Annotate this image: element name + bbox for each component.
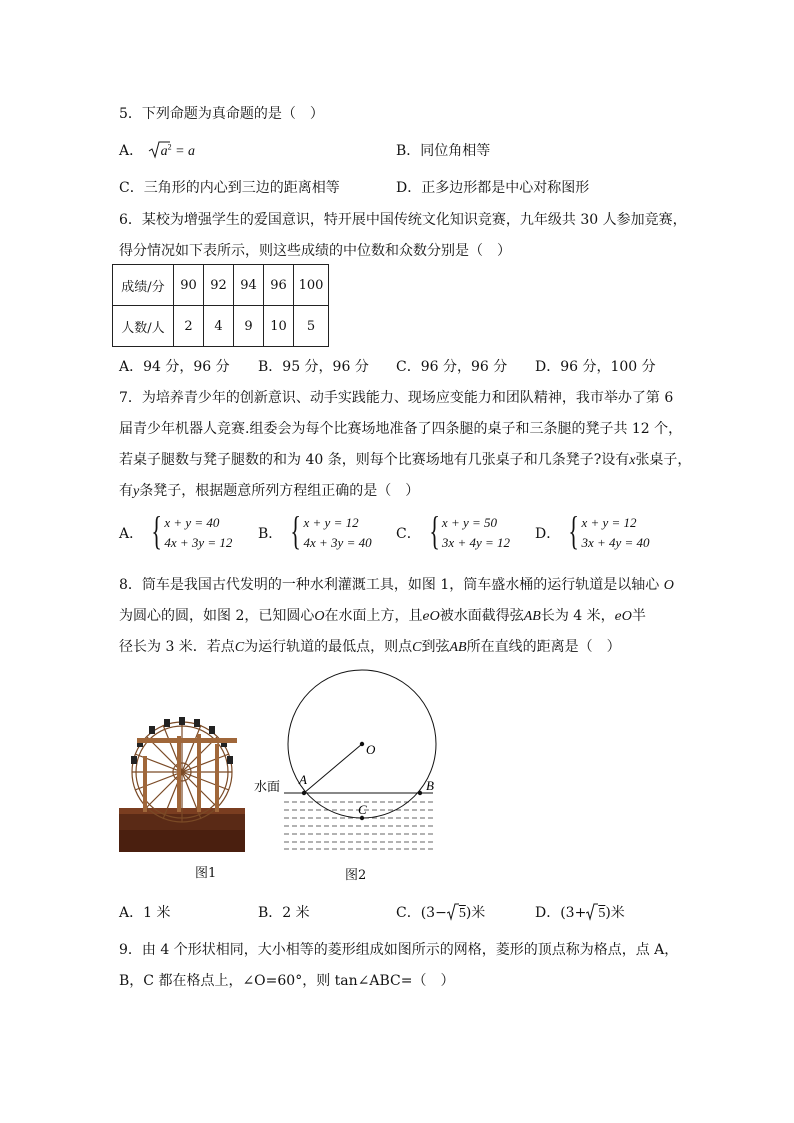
q8-var-o: O [314, 609, 325, 624]
q8-option-d [535, 902, 625, 922]
sqrt-sign-icon [447, 903, 459, 921]
table-cell: 94 [234, 265, 264, 306]
label-c: C [358, 802, 367, 817]
q8-line2-text-e: 半 [631, 608, 646, 624]
q8-line3 [119, 636, 621, 656]
q9-line2: B，C 都在格点上，∠O=60°，则 tan∠ABC=（ ） [119, 973, 455, 989]
q6-option-c: C．96 分，96 分 [396, 359, 508, 375]
q7-a-eq1: x + y = 40 [164, 515, 220, 530]
q8-option-c-text-a: C．(3− [396, 905, 447, 921]
brace-icon: { [568, 508, 580, 553]
table-cell: 96 [264, 265, 294, 306]
table-row [113, 265, 329, 306]
q6-option-d: D．96 分，100 分 [535, 359, 656, 375]
q6-option-b: B．95 分，96 分 [258, 359, 369, 375]
table-cell: 9 [234, 306, 264, 347]
q8-sqrt-radicand: 5 [458, 906, 466, 921]
q7-option-d-label: D． [535, 526, 561, 542]
q8-line3-text-b: 为运行轨道的最低点，则点 [244, 639, 413, 655]
brace-icon: { [290, 508, 302, 553]
q7-line3 [119, 449, 691, 469]
water-wheel-photo [119, 712, 245, 852]
q8-option-c-text-b: )米 [465, 905, 486, 921]
q8-line2-text-c: 被水面截得弦 [439, 608, 524, 624]
q5-option-a-label: A． [119, 143, 144, 159]
label-b: B [426, 778, 434, 793]
q7-line4 [119, 480, 419, 500]
q9-line1: 9．由 4 个形状相同，大小相等的菱形组成如图所示的网格，菱形的顶点称为格点，点 A， [119, 942, 679, 958]
q8-line1 [119, 574, 674, 594]
q8-var-c: C [412, 640, 422, 655]
table-cell: 10 [264, 306, 294, 347]
q8-var-o: O [663, 578, 674, 593]
q7-option-b-label: B． [258, 526, 283, 542]
q7-b-eq2: 4x + 3y = 40 [303, 535, 372, 550]
q5-option-d: D．正多边形都是中心对称图形 [396, 180, 590, 196]
q8-var-ab: AB [523, 609, 541, 624]
q8-line1-text: 8．筒车是我国古代发明的一种水利灌溉工具，如图 1，筒车盛水桶的运行轨道是以轴心 [119, 577, 660, 593]
q5-option-a [119, 140, 195, 160]
circle-symbol: e [614, 609, 622, 623]
q8-var-o: O [429, 609, 440, 624]
table-cell: 成绩/分 [113, 265, 174, 306]
q7-line2: 届青少年机器人竞赛.组委会为每个比赛场地准备了四条腿的桌子和三条腿的凳子共 12 个， [119, 421, 683, 437]
q8-line2 [119, 605, 646, 625]
fig2-caption: 图2 [345, 868, 367, 883]
q8-line2-text-b: 在水面上方，且 [324, 608, 423, 624]
q8-option-d-text-a: D．(3+ [535, 905, 587, 921]
brace-icon: { [151, 508, 163, 553]
q8-line3-text-a: 径长为 3 米．若点 [119, 639, 235, 655]
q6-line1: 6．某校为增强学生的爱国意识，特开展中国传统文化知识竞赛，九年级共 30 人参加竞赛， [119, 212, 687, 228]
q7-line3-text: 若桌子腿数与凳子腿数的和为 40 条，则每个比赛场地有几张桌子和几条凳子?设有 [119, 452, 630, 468]
q8-option-b: B．2 米 [258, 905, 310, 921]
q5-radicand: a [160, 144, 168, 159]
q8-line3-text-c: 到弦 [421, 639, 450, 655]
q8-var-o: O [621, 609, 632, 624]
q7-d-eq2: 3x + 4y = 40 [581, 535, 650, 550]
q8-sqrt-radicand: 5 [598, 906, 606, 921]
q7-d-eq1: x + y = 12 [581, 515, 637, 530]
circle-diagram [250, 668, 450, 858]
q6-option-a: A．94 分，96 分 [119, 359, 230, 375]
q5-option-c: C．三角形的内心到三边的距离相等 [119, 180, 340, 196]
label-a: A [299, 772, 307, 787]
q7-c-eq2: 3x + 4y = 12 [441, 535, 511, 550]
q7-option-b [258, 508, 372, 553]
q6-line2: 得分情况如下表所示，则这些成绩的中位数和众数分别是（ ） [119, 243, 511, 259]
sqrt-sign-icon [586, 903, 598, 921]
q5-formula-rhs: = a [175, 144, 196, 159]
label-water-surface: 水面 [254, 780, 281, 795]
q8-line2-text-d: 长为 4 米， [540, 608, 615, 624]
q7-option-c [396, 508, 511, 553]
table-cell: 人数/人 [113, 306, 174, 347]
table-cell: 90 [174, 265, 204, 306]
q8-option-c [396, 902, 485, 922]
q8-var-c: C [234, 640, 245, 655]
q7-line4-text: 有 [119, 483, 133, 499]
q7-option-c-label: C． [396, 526, 421, 542]
q7-a-eq2: 4x + 3y = 12 [164, 535, 233, 550]
table-cell: 100 [294, 265, 329, 306]
q7-option-a [119, 508, 233, 553]
q7-var-y: y [133, 484, 140, 499]
q7-option-d [535, 508, 650, 553]
q8-var-ab: AB [449, 640, 467, 655]
q7-b-eq1: x + y = 12 [303, 515, 359, 530]
q7-line3-text-b: 张桌子， [635, 452, 692, 468]
q8-option-a: A．1 米 [119, 905, 171, 921]
q8-option-d-text-b: )米 [605, 905, 625, 921]
q8-line3-text-d: 所在直线的距离是（ ） [466, 639, 621, 655]
fig1-caption: 图1 [195, 866, 217, 881]
table-row [113, 306, 329, 347]
q5-stem: 5．下列命题为真命题的是（ ） [119, 106, 324, 122]
table-cell: 92 [204, 265, 234, 306]
q7-c-eq1: x + y = 50 [441, 515, 498, 530]
q8-line2-text-a: 为圆心的圆，如图 2，已知圆心 [119, 608, 315, 624]
label-o: O [366, 742, 376, 757]
score-table [112, 264, 329, 347]
brace-icon: { [429, 508, 440, 553]
table-cell: 2 [174, 306, 204, 347]
table-cell: 4 [204, 306, 234, 347]
q5-option-a-formula: $a^2 = a$ [148, 144, 195, 159]
q7-var-x: x [629, 453, 636, 468]
q7-option-a-label: A． [119, 526, 144, 542]
q7-line1: 7．为培养青少年的创新意识、动手实践能力、现场应变能力和团队精神，我市举办了第 6 [119, 390, 674, 406]
q7-line4-text-b: 条凳子，根据题意所列方程组正确的是（ ） [139, 483, 420, 499]
q5-option-b: B．同位角相等 [396, 143, 491, 159]
table-cell: 5 [294, 306, 329, 347]
circle-symbol: e [422, 609, 430, 623]
